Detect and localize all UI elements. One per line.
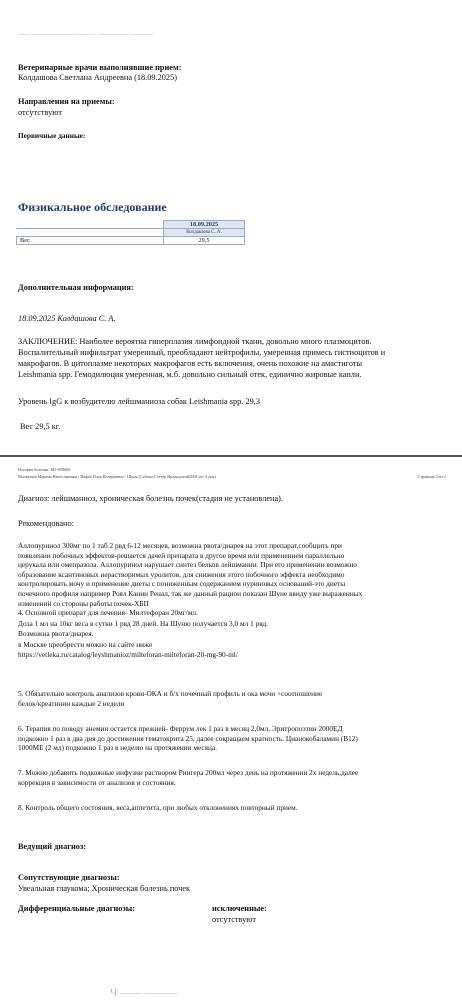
excluded-label: исключенные:: [212, 904, 267, 913]
header-history: История болезни: М1-058669: [18, 467, 71, 472]
miltefor-line: Доза 1 мл на 10кг веса в сутки 1 рвд 28 дней. На Шуню получается 3,0 мл 1 рвд.: [18, 618, 269, 628]
exam-table-row-value: 29,5: [164, 237, 245, 245]
top-faded-text: —— ——————— ——— · ————— ————: [18, 32, 154, 38]
para-line: Аллопуринол 300мг по 1 таб 2 рвд 6-12 месяцев, возможна рвота/диарея на этот препарат,сообщить при: [18, 541, 342, 550]
item6-line: 1000МЕ (2 мл) подкожно 1 раз в неделю на протяжении месяца.: [18, 743, 217, 753]
para-line: контролировать мочу и применение диеты с пониженным содержанием пуриновых оснований-это диеты: [18, 579, 346, 589]
miltefor-line: Возможна рвота/диарея.: [18, 629, 94, 639]
miltefor-line: 4. Основной препарат для лечения- Милтефоран 20мг/мл.: [18, 608, 198, 617]
conclusion-block: [18, 336, 443, 380]
para-line: образование ксантиновых нерастворимых уролитов, для снижения этого побочного эффекта необходимо: [18, 569, 345, 579]
miltefor-block: [18, 608, 443, 660]
vets-value: Колдашова Светлана Андреевна (18.09.2025): [18, 73, 177, 82]
note-date-author: 18.09.2025 Колдашова С. А.: [18, 314, 116, 323]
concomitant-label: Сопутствующие диагнозы:: [18, 873, 120, 882]
para-line: изменений со стороны работы почек-ХБП: [18, 598, 149, 608]
item6-line: подкожно 1 раз в два дня до достижения гематокрита 25, далее сокращаем кратность. Цианокобаламин (В12): [18, 733, 358, 743]
primary-data-label: Первичные данные:: [18, 131, 86, 140]
item7-line: коррекция в зависимости от анализов и состояния.: [18, 777, 176, 787]
conclusion-line: макрофагов. В цитоплазме некоторых макрофагов есть включения, очень похожие на амастиготы: [18, 359, 363, 368]
header-page-number: Страница 2 из 2: [417, 474, 446, 479]
exam-table-row-label: Вес: [17, 237, 164, 245]
item5-line: белок/креатинин каждые 2 недели: [18, 698, 125, 708]
recommended-label: Рекомендовано:: [18, 519, 74, 528]
vets-label: Ветеринарные врачи выполнявшие прием:: [18, 63, 182, 72]
para-line: церукала или омепразола. Аллопуринол нарушает синтез белков лейшмании. При его применении возможно: [18, 560, 357, 570]
concomitant-value: Увеальная глаукома; Хроническая болезнь почек: [18, 884, 191, 893]
product-link[interactable]: https://vetleka.ru/catalog/leyshmanioz/milteforan-milteforan-20-mg-90-ml/: [18, 650, 238, 660]
additional-info-label: Дополнительная информация:: [18, 283, 134, 292]
conclusion-line: ЗАКЛЮЧЕНИЕ: Наиболее вероятна гиперплазия лимфоидной ткани, довольно много плазмоцитов.: [18, 337, 372, 346]
differential-label: Дифференциальные диагнозы:: [18, 904, 135, 913]
item5-block: [18, 689, 443, 708]
referrals-value: отсутствуют: [18, 108, 63, 117]
excluded-value: отсутствуют: [212, 915, 257, 924]
allopurinol-paragraph: [18, 541, 443, 608]
exam-table: [16, 220, 245, 245]
conclusion-line: Воспалительный инфильтрат умеренный, преобладают нейтрофилы, умеренная примесь гистиоцитов и: [18, 348, 386, 357]
leading-diagnosis-label: Ведущий диагноз:: [18, 842, 87, 851]
item6-block: [18, 724, 443, 753]
miltefor-line: в Москве преобрести можно на сайте ниже: [18, 639, 153, 649]
diagnosis-line: Диагноз: лейшманиоз, хроническая болезнь почек(стадия не установлена).: [18, 494, 284, 503]
para-line: появлении побочных эффектов-решается дачей препарата в другое время или применением параллельно: [18, 550, 345, 560]
igg-line: Уровень IgG к возбудителю лейшманиоза собак Leishmania spp. 29,3: [18, 397, 260, 406]
exam-table-doctor: Колдашова С. А.: [164, 229, 245, 237]
item5-line: 5. Обязательно контроль анализов крови-ОКА и б/х почечный профиль и ока мочи +соотношение: [18, 689, 323, 698]
weight-line: Вес 29,5 кг.: [20, 422, 61, 431]
bottom-faded-text: Ч —— ———: [110, 987, 178, 999]
conclusion-line: Leishmania spp. Гемодилюция умеренная, м.б. довольно сильный отек, единично жировые капли.: [18, 370, 362, 379]
para-line: почечного профиля например Роял Канин Ренал, так же данный рацион показан Шуне ввиду уже выраженных: [18, 588, 363, 598]
item7-block: [18, 768, 443, 787]
page-divider: [0, 455, 462, 457]
item8-line: 8. Контроль общего состояния, веса,аппетита, при любых отклонениях повторный прием.: [18, 803, 298, 812]
item7-line: 7. Можно добавить подкожные инфузии раствором Рингера 200мл через день на протяжении 2х недель,далее: [18, 768, 359, 777]
exam-title: Физикальное обследование: [18, 200, 167, 214]
exam-table-date: 18.09.2025: [164, 221, 245, 229]
referrals-label: Направления на приемы:: [18, 97, 115, 106]
header-names: Малыгина Марина Вячеславовна | Нафея Илья Валерьевич - Шуня (Собака/Сеттер Ирландский/М/8 лет 4 дня): [18, 474, 216, 479]
item6-line: 6. Терапия по поводу анемии остается прежней- Феррум лек 1 раз в месяц 2,0мл, Эритропоэтин 2000ЕД: [18, 724, 343, 733]
